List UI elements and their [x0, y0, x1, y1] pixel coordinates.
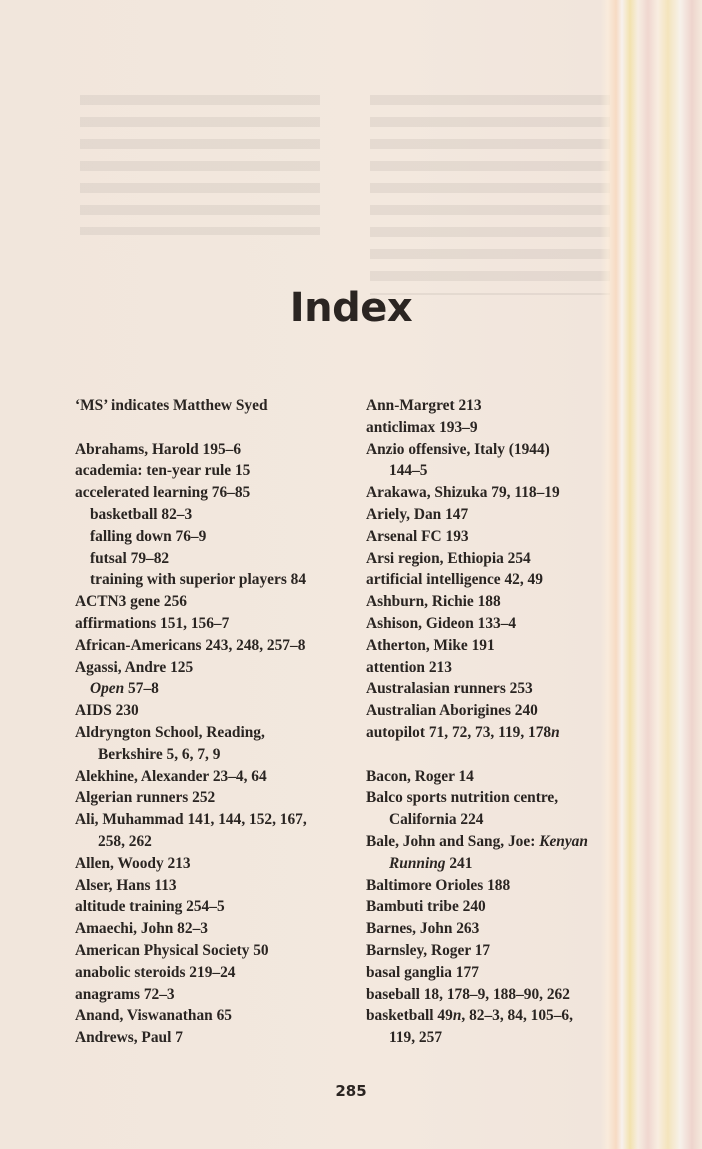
- index-column-right: [366, 395, 636, 1049]
- index-entry: [366, 766, 636, 788]
- index-subentry: [75, 678, 350, 700]
- index-entry: [366, 940, 636, 962]
- index-entry-text: Balco sports nutrition centre,: [366, 789, 559, 807]
- index-entry: [75, 1005, 350, 1027]
- index-entry-text: Allen, Woody 213: [75, 854, 191, 872]
- index-entry: [366, 482, 636, 504]
- index-entry-text: Algerian runners 252: [75, 789, 216, 807]
- index-entry-text: attention 213: [366, 658, 452, 676]
- index-entry-text: training with superior players 84: [90, 571, 307, 589]
- index-entry: [75, 460, 350, 482]
- index-entry-text: Ali, Muhammad 141, 144, 152, 167,: [75, 811, 307, 829]
- index-entry-text: Ashison, Gideon 133–4: [366, 614, 517, 632]
- index-entry: [366, 918, 636, 940]
- index-entry-italic: n: [452, 1007, 462, 1025]
- index-entry-text: 258, 262: [98, 832, 152, 850]
- index-entry-text: Bacon, Roger 14: [366, 767, 474, 785]
- index-subentry: [75, 526, 350, 548]
- index-entry: [366, 417, 636, 439]
- index-entry: [75, 896, 350, 918]
- index-entry: [366, 678, 636, 700]
- index-entry-text: autopilot 71, 72, 73, 119, 178: [366, 723, 552, 741]
- index-gap: [75, 417, 350, 439]
- index-entry-text: Bambuti tribe 240: [366, 898, 486, 916]
- index-entry-text: Australian Aborigines 240: [366, 702, 538, 720]
- index-entry-text: 241: [445, 854, 473, 872]
- index-entry: [75, 787, 350, 809]
- index-entry: [75, 853, 350, 875]
- index-subentry: [366, 809, 636, 831]
- index-entry: [75, 482, 350, 504]
- index-entry-italic: Running: [389, 854, 446, 872]
- index-entry-text: California 224: [389, 811, 484, 829]
- index-entry: [75, 984, 350, 1006]
- index-subentry: [75, 504, 350, 526]
- index-entry-text: Arsenal FC 193: [366, 527, 469, 545]
- index-entry-text: AIDS 230: [75, 702, 139, 720]
- index-entry-text: Alser, Hans 113: [75, 876, 177, 894]
- index-entry-text: Baltimore Orioles 188: [366, 876, 511, 894]
- index-entry-text: Arakawa, Shizuka 79, 118–19: [366, 484, 560, 502]
- index-entry-text: Andrews, Paul 7: [75, 1029, 183, 1047]
- index-entry-text: basketball 82–3: [90, 505, 193, 523]
- index-subentry: [75, 744, 350, 766]
- index-entry-text: African-Americans 243, 248, 257–8: [75, 636, 306, 654]
- index-entry: [75, 962, 350, 984]
- index-entry-text: basketball 49: [366, 1007, 453, 1025]
- index-entry-text: Alekhine, Alexander 23–4, 64: [75, 767, 267, 785]
- index-entry-text: ‘MS’ indicates Matthew Syed: [75, 397, 268, 414]
- index-entry-text: Atherton, Mike 191: [366, 636, 495, 654]
- index-entry-text: Anand, Viswanathan 65: [75, 1007, 232, 1025]
- index-entry-italic: Kenyan: [539, 832, 588, 850]
- index-entry: [366, 700, 636, 722]
- index-entry: [75, 940, 350, 962]
- index-entry-text: falling down 76–9: [90, 527, 207, 545]
- index-entry-text: , 82–3, 84, 105–6,: [461, 1007, 573, 1025]
- index-entry: [75, 395, 350, 417]
- index-entry-italic: n: [551, 723, 560, 741]
- index-entry-text: Berkshire 5, 6, 7, 9: [98, 745, 221, 763]
- page-title: Index: [289, 285, 413, 331]
- index-entry-text: academia: ten-year rule 15: [75, 462, 251, 480]
- bleed-through-texture: [370, 95, 610, 295]
- index-entry: [366, 526, 636, 548]
- index-entry: [75, 875, 350, 897]
- index-entry-text: basal ganglia 177: [366, 963, 479, 981]
- index-entry: [75, 918, 350, 940]
- index-entry-text: Ann-Margret 213: [366, 397, 482, 414]
- index-entry-text: Aldryngton School, Reading,: [75, 723, 265, 741]
- index-entry-text: 119, 257: [389, 1029, 443, 1047]
- index-entry: [366, 548, 636, 570]
- index-entry: [366, 569, 636, 591]
- index-entry-text: Agassi, Andre 125: [75, 658, 194, 676]
- index-entry: [75, 809, 350, 831]
- index-entry-text: American Physical Society 50: [75, 941, 269, 959]
- index-entry-text: 57–8: [124, 680, 159, 698]
- index-entry: [75, 1027, 350, 1049]
- index-entry: [366, 1005, 636, 1027]
- index-entry-text: anabolic steroids 219–24: [75, 963, 236, 981]
- index-entry: [75, 613, 350, 635]
- index-entry: [75, 766, 350, 788]
- index-entry-text: 144–5: [389, 462, 428, 480]
- index-entry-text: affirmations 151, 156–7: [75, 614, 230, 632]
- index-entry: [366, 984, 636, 1006]
- index-subentry: [75, 569, 350, 591]
- index-entry: [366, 831, 636, 853]
- index-entry-text: Ashburn, Richie 188: [366, 593, 501, 611]
- index-entry-text: Anzio offensive, Italy (1944): [366, 440, 550, 458]
- index-subentry: [75, 548, 350, 570]
- index-entry-text: Arsi region, Ethiopia 254: [366, 549, 531, 567]
- index-entry: [75, 439, 350, 461]
- index-entry-text: anagrams 72–3: [75, 985, 175, 1003]
- bleed-through-texture: [80, 95, 320, 235]
- index-entry-text: Bale, John and Sang, Joe:: [366, 832, 540, 850]
- index-entry: [75, 722, 350, 744]
- index-entry: [366, 657, 636, 679]
- index-entry-text: futsal 79–82: [90, 549, 170, 567]
- index-entry-text: altitude training 254–5: [75, 898, 225, 916]
- index-entry: [366, 722, 636, 744]
- index-gap: [366, 744, 636, 766]
- index-entry-text: Barnes, John 263: [366, 920, 480, 938]
- index-entry: [366, 962, 636, 984]
- index-entry-text: Abrahams, Harold 195–6: [75, 440, 242, 458]
- index-entry: [75, 635, 350, 657]
- index-entry: [366, 395, 636, 417]
- index-entry-text: Amaechi, John 82–3: [75, 920, 208, 938]
- index-entry-italic: Open: [90, 680, 125, 698]
- index-entry: [366, 787, 636, 809]
- index-subentry: [75, 831, 350, 853]
- index-entry: [75, 657, 350, 679]
- index-entry-text: ACTN3 gene 256: [75, 593, 188, 611]
- index-entry: [366, 635, 636, 657]
- index-column-left: [75, 395, 350, 1049]
- index-entry-text: Australasian runners 253: [366, 680, 533, 698]
- index-entry: [366, 875, 636, 897]
- index-entry: [366, 439, 636, 461]
- index-entry: [366, 896, 636, 918]
- index-entry-text: anticlimax 193–9: [366, 418, 478, 436]
- index-subentry: [366, 1027, 636, 1049]
- index-entry-text: artificial intelligence 42, 49: [366, 571, 543, 589]
- index-entry: [366, 591, 636, 613]
- index-entry-text: baseball 18, 178–9, 188–90, 262: [366, 985, 570, 1003]
- index-subentry: [366, 460, 636, 482]
- index-entry: [366, 613, 636, 635]
- index-entry: [75, 700, 350, 722]
- index-entry: [75, 591, 350, 613]
- index-entry-text: Ariely, Dan 147: [366, 505, 469, 523]
- index-entry: [366, 504, 636, 526]
- index-entry-text: Barnsley, Roger 17: [366, 941, 491, 959]
- index-entry-text: accelerated learning 76–85: [75, 484, 251, 502]
- page-number: 285: [335, 1082, 367, 1100]
- index-subentry: [366, 853, 636, 875]
